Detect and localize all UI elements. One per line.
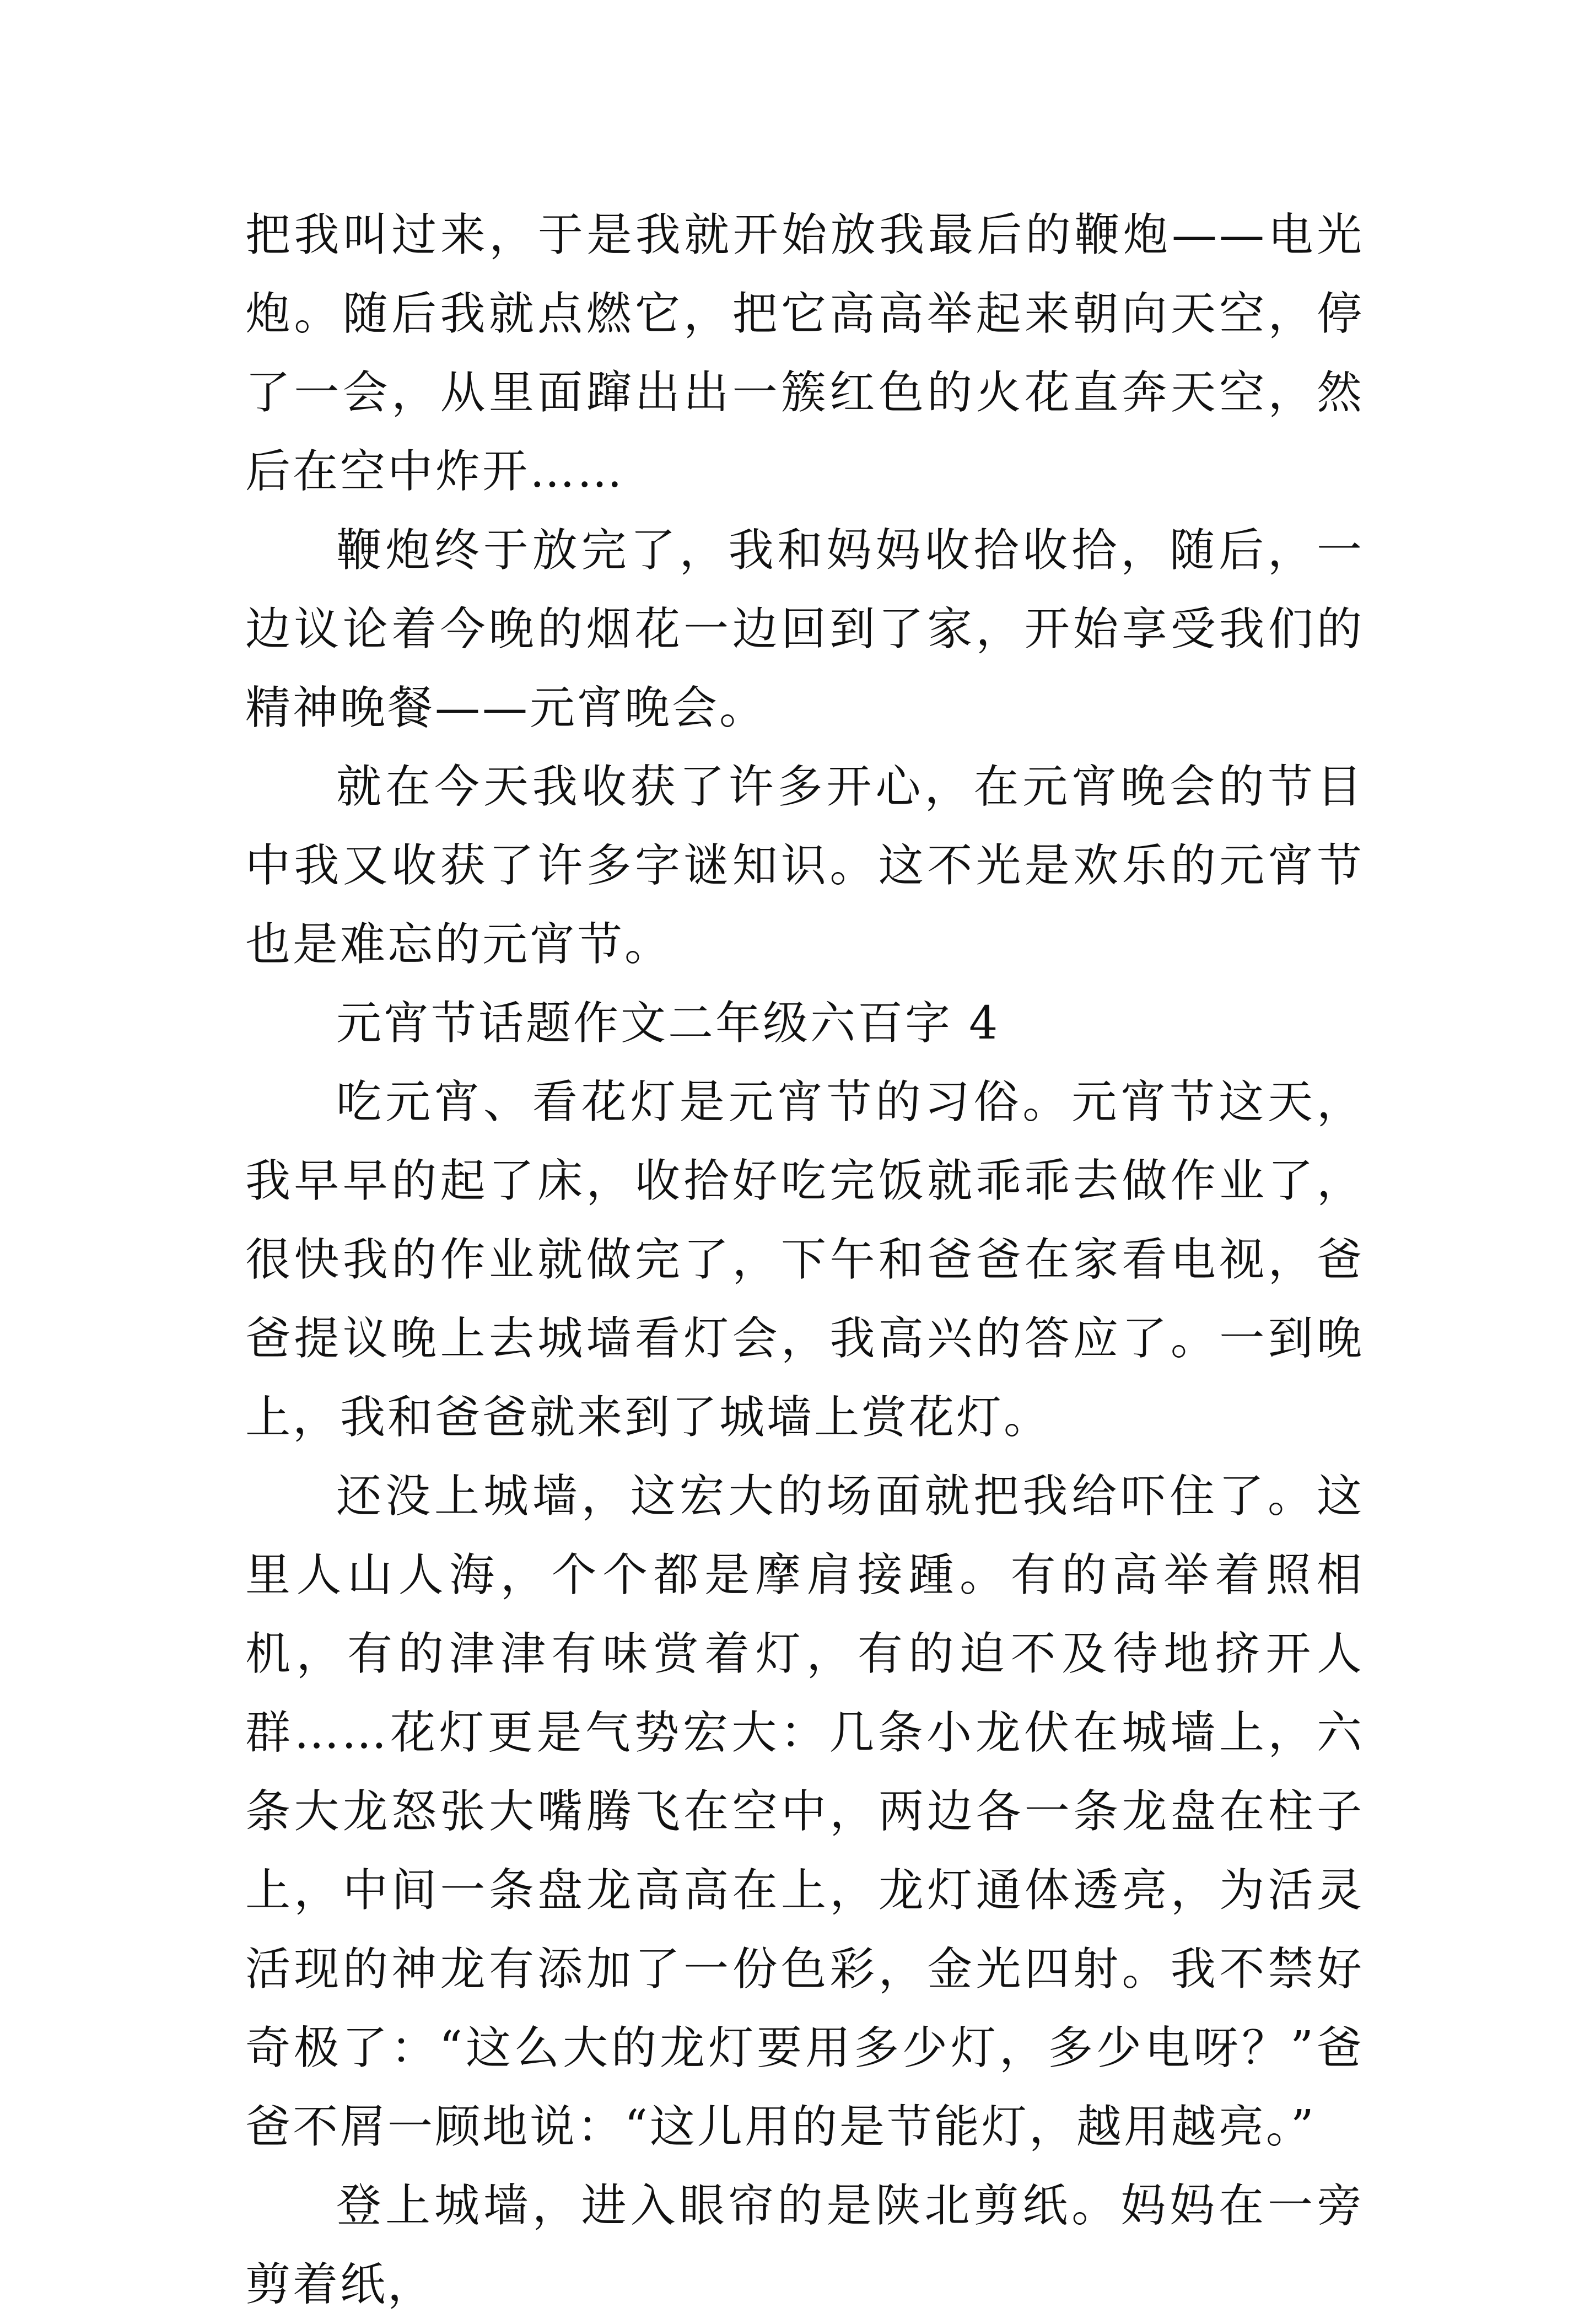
paragraph-4: 吃元宵、看花灯是元宵节的习俗。元宵节这天，我早早的起了床，收拾好吃完饭就乖乖去做作业了，很快我的作业就做完了，下午和爸爸在家看电视，爸爸提议晚上去城墙看灯会，我高兴的答应了。一到晚上，我和爸爸就来到了城墙上赏花灯。 xyxy=(245,1076,1364,1444)
paragraph-6: 登上城墙，进入眼帘的是陕北剪纸。妈妈在一旁剪着纸， xyxy=(245,2180,1364,2311)
paragraph-3: 就在今天我收获了许多开心，在元宵晚会的节目中我又收获了许多字谜知识。这不光是欢乐的元宵节也是难忘的元宵节。 xyxy=(245,761,1364,971)
document-body xyxy=(245,196,1364,2324)
section-heading: 元宵节话题作文二年级六百字 4 xyxy=(336,997,1000,1050)
paragraph-5: 还没上城墙，这宏大的场面就把我给吓住了。这里人山人海，个个都是摩肩接踵。有的高举着照相机，有的津津有味赏着灯，有的迫不及待地挤开人群……花灯更是气势宏大：几条小龙伏在城墙上，六条大龙怒张大嘴腾飞在空中，两边各一条龙盘在柱子上，中间一条盘龙高高在上，龙灯通体透亮，为活灵活现的神龙有添加了一份色彩，金光四射。我不禁好奇极了：“这么大的龙灯要用多少灯，多少电呀？”爸爸不屑一顾地说：“这儿用的是节能灯，越用越亮。” xyxy=(245,1470,1364,2153)
paragraph-2: 鞭炮终于放完了，我和妈妈收拾收拾，随后，一边议论着今晚的烟花一边回到了家，开始享受我们的精神晚餐——元宵晚会。 xyxy=(245,524,1364,734)
paragraph-1: 把我叫过来，于是我就开始放我最后的鞭炮——电光炮。随后我就点燃它，把它高高举起来朝向天空，停了一会，从里面蹿出出一簇红色的火花直奔天空，然后在空中炸开…… xyxy=(245,209,1364,498)
